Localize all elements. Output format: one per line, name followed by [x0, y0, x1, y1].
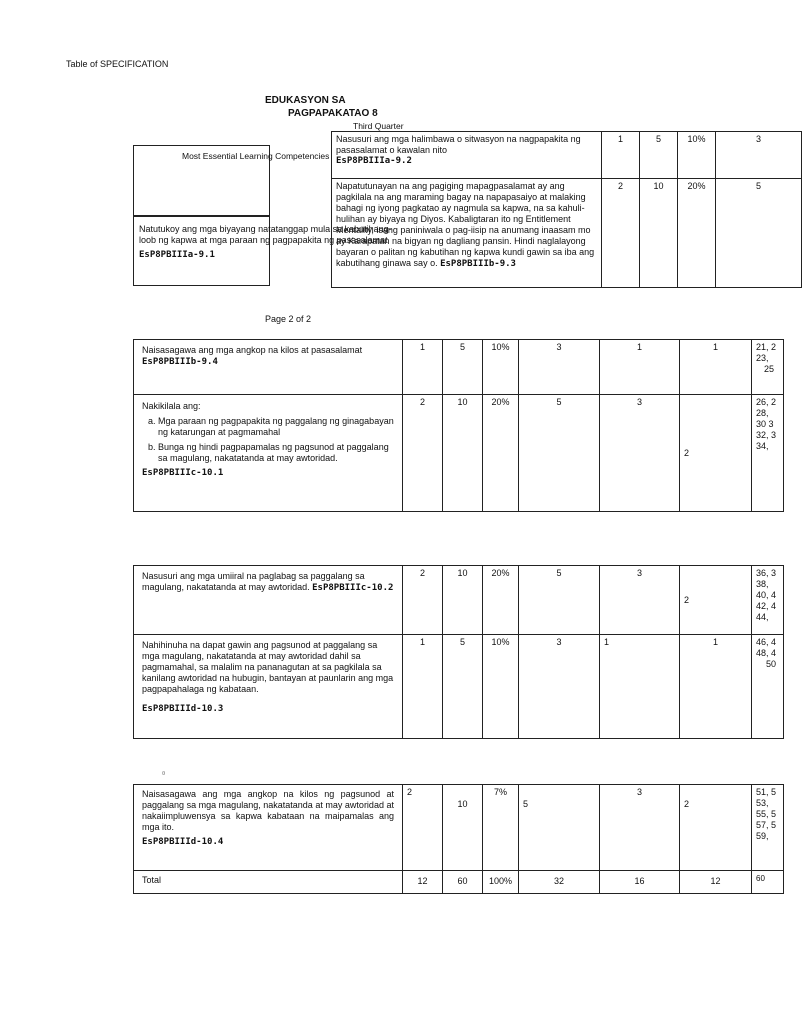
total-days: 12 — [403, 871, 443, 894]
items-cell: 10 — [443, 566, 483, 635]
table-row — [134, 395, 784, 512]
competency-cell — [134, 340, 403, 395]
competency-text: Naisasagawa ang mga angkop na kilos at pasasalamat — [142, 345, 363, 355]
col-a-cell: 3 — [519, 635, 600, 739]
placement-line: 51, 5 — [756, 787, 777, 797]
placement-line: 32, 3 — [756, 430, 777, 440]
col-a-cell: 5 — [519, 785, 600, 871]
competency-intro: Nakikilala ang: — [142, 401, 201, 411]
competency-code: EsP8PBIIIb-9.3 — [440, 259, 516, 269]
competency-text: Nahihinuha na dapat gawin ang pagsunod at paggalang sa mga magulang, nakatatanda at may awtoridad dahil sa pagmamahal, sa malalim na pananagutan at sa pagkilala sa kanilang awtoridad na hubugin, bantayan at paunlarin ang mga pagpapahalaga ng kabataan. — [142, 640, 394, 694]
total-items: 60 — [443, 871, 483, 894]
total-col-a: 32 — [519, 871, 600, 894]
placement-line: 57, 5 — [756, 820, 777, 830]
competency-cell — [134, 785, 403, 871]
spec-table-2 — [133, 565, 784, 739]
page1-table — [331, 131, 802, 288]
competency-cell — [134, 566, 403, 635]
percent-cell: 7% — [483, 785, 519, 871]
list-item: b. Bunga ng hindi pagpapamalas ng pagsunod at paggalang sa magulang, nakatatanda at may awtoridad. — [148, 442, 389, 463]
days-cell: 1 — [403, 340, 443, 395]
table-row — [134, 635, 784, 739]
placement-line: 53, — [756, 798, 769, 808]
total-placement: 60 — [752, 871, 784, 894]
competency-text: Napatutunayan na ang pagiging mapagpasalamat ay ang pagkilala na ang maraming bagay na napapasaiyo at malaking bahagi ng iyong pagkatao ay nagmula sa kapwa, na sa kahuli-hulihan ay biyaya ng Diyos. Kabaligtaran ito ng Entitlement Mentality, isang paniniwala o pag-iisip na anumang inaasam mo ay Karapatan na bigyan ng dagliang pansin. Hindi naglalayong bayaran o palitan ng kabutihan ng kapwa kundi gawin sa iba ang kabutihang ginawa say o. — [336, 181, 595, 268]
table-row — [134, 566, 784, 635]
placement-line: 23, — [756, 353, 769, 363]
placement-cell — [752, 340, 784, 395]
items-cell: 10 — [640, 179, 678, 288]
spec-table-3 — [133, 784, 784, 894]
placement-line: 25 — [764, 364, 775, 374]
col-b-cell: 1 — [600, 635, 680, 739]
items-cell: 5 — [640, 132, 678, 179]
spec-table-1 — [133, 339, 784, 512]
placement-cell — [752, 785, 784, 871]
placement-line: 36, 3 — [756, 568, 777, 578]
competency-list — [142, 416, 394, 464]
col-b-cell: 3 — [600, 566, 680, 635]
col-a-cell: 5 — [519, 566, 600, 635]
placement-line: 44, — [756, 612, 769, 622]
col-c-cell: 2 — [680, 785, 752, 871]
placement-line: 50 — [766, 659, 777, 669]
competency-code: EsP8PBIIIb-9.4 — [142, 357, 218, 367]
percent-cell: 10% — [678, 132, 716, 179]
subject-title: EDUKASYON SA — [265, 95, 346, 106]
remember-cell: 5 — [716, 179, 802, 288]
days-cell: 2 — [403, 566, 443, 635]
col-c-cell: 2 — [680, 395, 752, 512]
percent-cell: 20% — [678, 179, 716, 288]
competency-cell — [332, 132, 602, 179]
quarter-label: Third Quarter — [353, 121, 404, 131]
placement-line: 59, — [756, 831, 769, 841]
competency-code: EsP8PBIIIa-9.2 — [336, 156, 412, 166]
melc-header: Most Essential Learning Competencies — [182, 151, 330, 161]
competency-cell — [332, 179, 602, 288]
items-cell: 10 — [443, 785, 483, 871]
percent-cell: 10% — [483, 635, 519, 739]
competency-text: Nasusuri ang mga halimbawa o sitwasyon na nagpapakita ng pasasalamat o kawalan nito — [336, 134, 581, 155]
placement-line: 30 3 — [756, 419, 774, 429]
table-row — [134, 785, 784, 871]
placement-cell — [752, 566, 784, 635]
col-b-cell: 1 — [600, 340, 680, 395]
placement-line: 55, 5 — [756, 809, 777, 819]
days-cell: 2 — [403, 395, 443, 512]
col-c-cell: 1 — [680, 340, 752, 395]
percent-cell: 10% — [483, 340, 519, 395]
days-cell: 1 — [602, 132, 640, 179]
competency-text: Nasusuri ang mga umiiral na paglabag sa paggalang sa magulang, nakatatanda at may awtoridad. — [142, 571, 365, 592]
melc-row-cell — [133, 216, 392, 286]
document-label: Table of SPECIFICATION — [66, 59, 169, 69]
competency-text: Natutukoy ang mga biyayang natatanggap mula sa kabutihang-loob ng kapwa at mga paraan ng pagpapakita ng pasasalamat — [139, 224, 392, 245]
total-col-b: 16 — [600, 871, 680, 894]
competency-code: EsP8PBIIId-10.4 — [142, 837, 224, 847]
competency-cell — [134, 395, 403, 512]
competency-code: EsP8PBIIIa-9.1 — [139, 250, 215, 260]
days-cell: 2 — [403, 785, 443, 871]
percent-cell: 20% — [483, 395, 519, 512]
total-row — [134, 871, 784, 894]
table-row — [332, 179, 802, 288]
placement-line: 42, 4 — [756, 601, 777, 611]
competency-code: EsP8PBIIId-10.3 — [142, 704, 224, 714]
total-percent: 100% — [483, 871, 519, 894]
competency-cell — [134, 635, 403, 739]
items-cell: 5 — [443, 340, 483, 395]
competency-code: EsP8PBIIIc-10.1 — [142, 468, 224, 478]
competency-text: Naisasagawa ang mga angkop na kilos ng pagsunod at paggalang sa mga magulang, nakatatanda at may awtoridad at nakaiimpluwensya sa kapwa kabataan na maipamalas ang mga ito. — [142, 789, 394, 832]
col-a-cell: 3 — [519, 340, 600, 395]
placement-line: 48, 4 — [756, 648, 777, 658]
placement-cell — [752, 395, 784, 512]
placement-line: 21, 2 — [756, 342, 777, 352]
small-mark: ¤ — [162, 771, 166, 777]
page-indicator: Page 2 of 2 — [265, 314, 312, 324]
total-col-c: 12 — [680, 871, 752, 894]
remember-cell: 3 — [716, 132, 802, 179]
col-a-cell: 5 — [519, 395, 600, 512]
col-c-cell: 2 — [680, 566, 752, 635]
placement-line: 38, — [756, 579, 769, 589]
competency-code: EsP8PBIIIc-10.2 — [312, 583, 394, 593]
days-cell: 2 — [602, 179, 640, 288]
placement-line: 26, 2 — [756, 397, 777, 407]
total-label: Total — [134, 871, 403, 894]
placement-line: 28, — [756, 408, 769, 418]
placement-cell — [752, 635, 784, 739]
placement-line: 34, — [756, 441, 769, 451]
col-b-cell: 3 — [600, 395, 680, 512]
list-item: a. Mga paraan ng pagpapakita ng paggalang ng ginagabayan ng katarungan at pagmamahal — [148, 416, 394, 437]
subject-grade: PAGPAPAKATAO 8 — [288, 108, 378, 119]
placement-line: 40, 4 — [756, 590, 777, 600]
percent-cell: 20% — [483, 566, 519, 635]
placement-line: 46, 4 — [756, 637, 777, 647]
items-cell: 5 — [443, 635, 483, 739]
table-row — [134, 340, 784, 395]
col-c-cell: 1 — [680, 635, 752, 739]
days-cell: 1 — [403, 635, 443, 739]
table-row — [332, 132, 802, 179]
col-b-cell: 3 — [600, 785, 680, 871]
items-cell: 10 — [443, 395, 483, 512]
